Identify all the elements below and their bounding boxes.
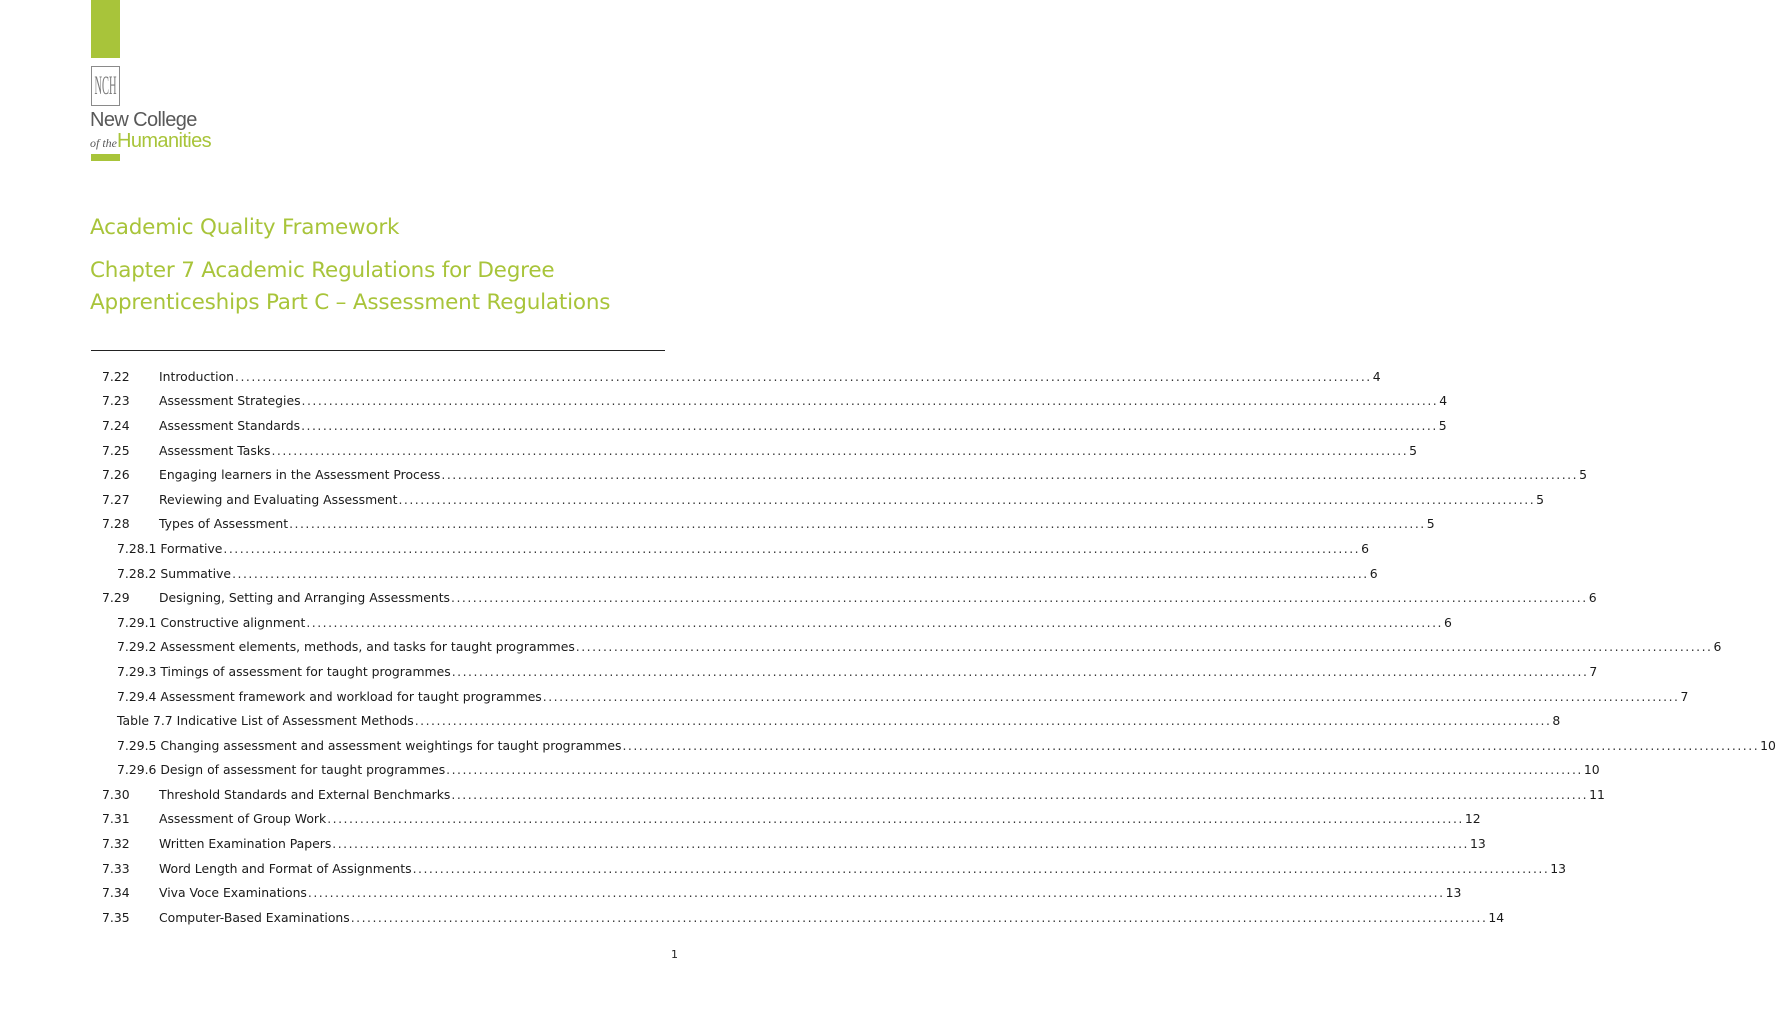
- toc-entry-number: 7.34: [102, 885, 130, 901]
- toc-entry[interactable]: [102, 856, 1567, 881]
- toc-dot-leader: [302, 393, 1439, 408]
- toc-dot-leader: [452, 664, 1589, 679]
- toc-entry-title: 7.29.1 Constructive alignment: [117, 614, 306, 630]
- toc-dot-leader: [441, 467, 1578, 482]
- toc-entry[interactable]: [102, 880, 1462, 905]
- toc-entry-title: 7.28.1 Formative: [117, 540, 223, 556]
- toc-entry-page: 6: [1588, 590, 1597, 606]
- toc-entry-page: 6: [1713, 639, 1722, 655]
- toc-dot-leader: [622, 738, 1759, 753]
- toc-entry-page: 5: [1536, 491, 1545, 507]
- toc-entry-title: 7.29.5 Changing assessment and assessment weightings for taught programmes: [117, 737, 622, 753]
- toc-entry-page: 10: [1760, 737, 1776, 753]
- toc-dot-leader: [413, 861, 1550, 876]
- toc-entry[interactable]: [102, 536, 1369, 561]
- toc-entry-number: 7.26: [102, 467, 130, 483]
- toc-entry-title: Table 7.7 Indicative List of Assessment Methods: [117, 713, 414, 729]
- toc-entry[interactable]: [102, 905, 1505, 930]
- toc-entry[interactable]: [102, 758, 1600, 783]
- toc-entry-title: Types of Assessment: [159, 516, 289, 532]
- table-of-contents: [102, 364, 1776, 930]
- title-divider: [91, 350, 665, 351]
- toc-entry[interactable]: [102, 659, 1598, 684]
- toc-dot-leader: [308, 885, 1445, 900]
- toc-entry-page: 5: [1426, 516, 1435, 532]
- toc-entry-page: 5: [1409, 442, 1418, 458]
- logo-monogram-icon: [91, 66, 120, 106]
- toc-entry-number: 7.28: [102, 516, 130, 532]
- toc-entry-page: 13: [1550, 860, 1567, 876]
- toc-dot-leader: [446, 762, 1583, 777]
- toc-entry-title: Threshold Standards and External Benchmarks: [159, 786, 451, 802]
- toc-entry-page: 10: [1583, 762, 1600, 778]
- toc-entry-page: 13: [1445, 885, 1462, 901]
- toc-entry-page: 6: [1369, 565, 1378, 581]
- toc-entry-title: Reviewing and Evaluating Assessment: [159, 491, 398, 507]
- logo-name-line1: New College: [90, 109, 197, 131]
- toc-dot-leader: [543, 689, 1680, 704]
- toc-entry-page: 7: [1680, 688, 1689, 704]
- toc-entry[interactable]: [102, 438, 1418, 463]
- toc-entry-title: Assessment Standards: [159, 417, 301, 433]
- toc-dot-leader: [351, 910, 1488, 925]
- toc-dot-leader: [327, 811, 1464, 826]
- logo-humanities: Humanities: [117, 130, 212, 152]
- logo-name-line2: [90, 130, 211, 153]
- toc-entry-title: Assessment Strategies: [159, 393, 301, 409]
- toc-entry[interactable]: [102, 831, 1486, 856]
- toc-entry[interactable]: [102, 610, 1452, 635]
- toc-entry-title: Computer-Based Examinations: [159, 909, 350, 925]
- toc-entry-page: 4: [1372, 368, 1381, 384]
- toc-entry-title: Assessment Tasks: [159, 442, 271, 458]
- toc-dot-leader: [232, 566, 1369, 581]
- logo-top-bar: [91, 0, 120, 58]
- toc-entry-number: 7.33: [102, 860, 130, 876]
- logo-bottom-bar: [91, 154, 120, 161]
- toc-entry[interactable]: [102, 462, 1587, 487]
- toc-entry-page: 4: [1439, 393, 1448, 409]
- toc-dot-leader: [289, 516, 1426, 531]
- toc-entry[interactable]: [102, 635, 1722, 660]
- toc-dot-leader: [451, 787, 1588, 802]
- toc-entry-page: 5: [1579, 467, 1587, 483]
- document-title: Academic Quality Framework: [90, 215, 400, 240]
- toc-entry-title: 7.29.6 Design of assessment for taught programmes: [117, 762, 446, 778]
- toc-entry[interactable]: [102, 708, 1561, 733]
- toc-entry[interactable]: [102, 807, 1481, 832]
- toc-entry[interactable]: [102, 364, 1381, 389]
- toc-dot-leader: [223, 541, 1360, 556]
- toc-entry[interactable]: [102, 684, 1689, 709]
- toc-entry-number: 7.23: [102, 393, 130, 409]
- toc-entry[interactable]: [102, 585, 1597, 610]
- toc-entry-number: 7.24: [102, 417, 130, 433]
- svg-text:NCH: NCH: [94, 71, 117, 100]
- toc-dot-leader: [451, 590, 1588, 605]
- toc-entry-number: 7.27: [102, 491, 130, 507]
- toc-entry-title: Engaging learners in the Assessment Process: [159, 467, 441, 483]
- toc-entry-page: 13: [1469, 836, 1486, 852]
- toc-dot-leader: [235, 369, 1372, 384]
- toc-entry-number: 7.31: [102, 811, 130, 827]
- toc-entry-title: Designing, Setting and Arranging Assessments: [159, 590, 451, 606]
- toc-entry-number: 7.22: [102, 368, 130, 384]
- toc-entry-title: 7.28.2 Summative: [117, 565, 232, 581]
- toc-entry-page: 7: [1589, 663, 1598, 679]
- toc-dot-leader: [415, 713, 1552, 728]
- toc-entry[interactable]: [102, 512, 1435, 537]
- toc-entry-page: 11: [1589, 786, 1605, 802]
- toc-entry-page: 8: [1552, 713, 1561, 729]
- toc-entry-title: 7.29.2 Assessment elements, methods, and tasks for taught programmes: [117, 639, 575, 655]
- toc-entry-page: 6: [1361, 540, 1369, 556]
- toc-entry-title: Written Examination Papers: [159, 836, 332, 852]
- toc-entry-title: Viva Voce Examinations: [159, 885, 307, 901]
- toc-entry[interactable]: [102, 782, 1605, 807]
- toc-entry-number: 7.29: [102, 590, 130, 606]
- toc-entry-title: Introduction: [159, 368, 235, 384]
- toc-dot-leader: [271, 443, 1408, 458]
- chapter-title: Chapter 7 Academic Regulations for Degree Apprenticeships Part C – Assessment Regulations: [90, 258, 611, 315]
- toc-entry[interactable]: [102, 487, 1545, 512]
- logo-of-the: of the: [90, 136, 117, 150]
- toc-dot-leader: [306, 615, 1443, 630]
- toc-entry-page: 14: [1488, 909, 1505, 925]
- toc-entry-page: 5: [1438, 417, 1447, 433]
- toc-entry-page: 12: [1464, 811, 1481, 827]
- toc-entry[interactable]: [102, 561, 1378, 586]
- toc-entry-number: 7.35: [102, 909, 130, 925]
- toc-entry-number: 7.30: [102, 786, 130, 802]
- toc-dot-leader: [332, 836, 1469, 851]
- toc-entry-title: Assessment of Group Work: [159, 811, 327, 827]
- toc-entry-title: 7.29.4 Assessment framework and workload for taught programmes: [117, 688, 542, 704]
- toc-dot-leader: [301, 418, 1438, 433]
- toc-entry-title: Word Length and Format of Assignments: [159, 860, 412, 876]
- toc-entry[interactable]: [102, 733, 1776, 758]
- toc-entry-title: 7.29.3 Timings of assessment for taught programmes: [117, 663, 451, 679]
- toc-entry[interactable]: [102, 389, 1448, 414]
- toc-dot-leader: [576, 639, 1713, 654]
- toc-entry-page: 6: [1444, 614, 1452, 630]
- toc-entry[interactable]: [102, 413, 1447, 438]
- page-number: 1: [671, 948, 678, 961]
- toc-entry-number: 7.32: [102, 836, 130, 852]
- toc-dot-leader: [398, 492, 1535, 507]
- toc-entry-number: 7.25: [102, 442, 130, 458]
